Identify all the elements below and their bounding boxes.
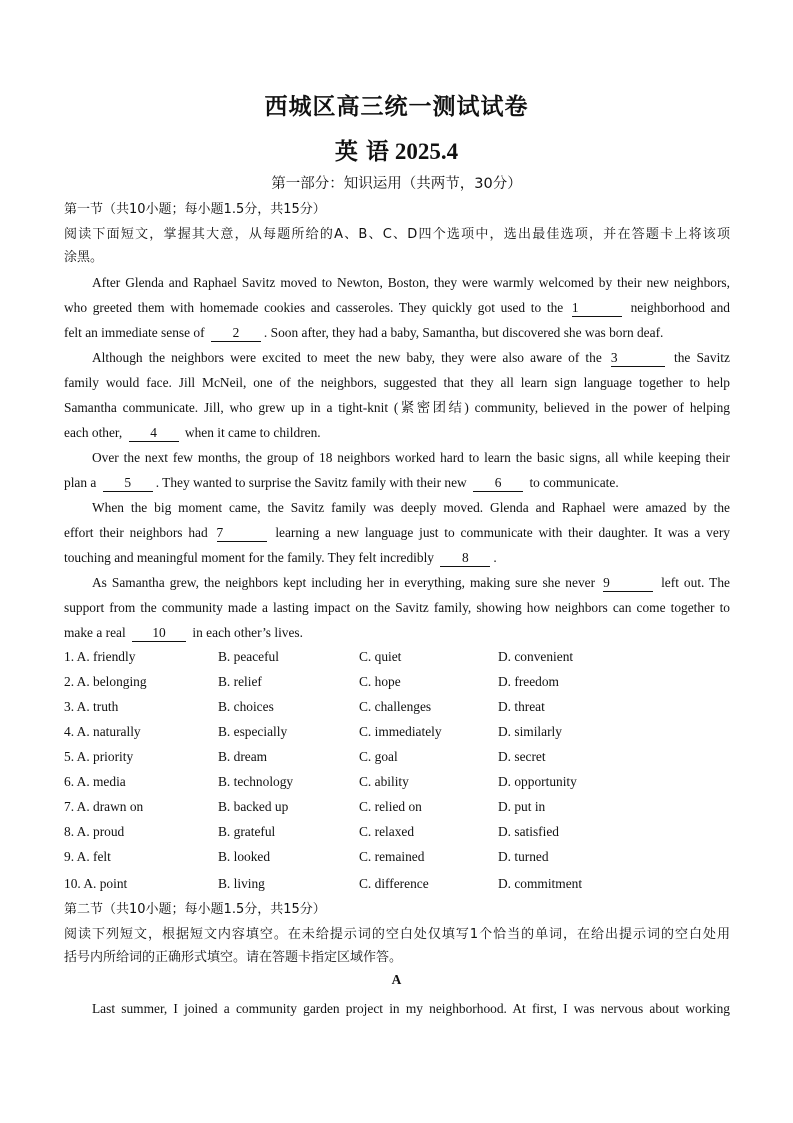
option-d: D. similarly [498,724,562,739]
option-d: D. turned [498,849,549,864]
part-heading: 第一部分：知识运用（共两节，30分） [271,176,522,192]
blank-8: 8 [440,549,490,567]
option-c: C. difference [359,876,429,891]
passage-line: Although the neighbors were excited to meet the new baby, they were also aware of the 3 the Savitz [92,350,730,365]
passage-line: support from the community made a lasting impact on the Savitz family, showing how neighbors can come together to [64,600,730,615]
option-a: 7. A. drawn on [64,799,144,814]
passage-line: family would face. Jill McNeil, one of the neighbors, suggested that they all learn sign language together to help [64,375,730,390]
blank-9: 9 [603,574,653,592]
option-b: B. grateful [218,824,276,839]
option-d: D. satisfied [498,824,559,839]
section2-instruction: 阅读下列短文，根据短文内容填空。在未给提示词的空白处仅填写1个恰当的单词，在给出提示词的空白处用 [64,927,730,942]
option-a: 2. A. belonging [64,674,147,689]
blank-7: 7 [217,524,267,542]
blank-6: 6 [473,474,523,492]
passage-line: Last summer, I joined a community garden project in my neighborhood. At first, I was nervous about working [92,1001,730,1016]
option-b: B. living [218,876,265,891]
passage-line: make a real 10 in each other’s lives. [64,625,303,640]
passage-line: each other, 4 when it came to children. [64,425,321,440]
option-b: B. looked [218,849,271,864]
passage-line: who greeted them with homemade cookies and casseroles. They quickly got used to the 1 neighborhood and [64,300,730,315]
option-d: D. commitment [498,876,583,891]
option-d: D. freedom [498,674,559,689]
option-c: C. remained [359,849,425,864]
passage-line: When the big moment came, the Savitz family was deeply moved. Glenda and Raphael were amazed by the [92,500,730,515]
option-d: D. opportunity [498,774,577,789]
option-b: B. peaceful [218,649,279,664]
option-c: C. immediately [359,724,442,739]
option-a: 9. A. felt [64,849,111,864]
option-c: C. hope [359,674,401,689]
option-d: D. put in [498,799,546,814]
section1-instruction: 阅读下面短文，掌握其大意，从每题所给的A、B、C、D四个选项中，选出最佳选项，并在答题卡上将该项 [64,227,730,242]
passage-line: plan a 5 . They wanted to surprise the Savitz family with their new 6 to communicate. [64,475,619,490]
option-c: C. goal [359,749,398,764]
option-b: B. technology [218,774,294,789]
option-c: C. challenges [359,699,432,714]
blank-4: 4 [129,424,179,442]
option-a: 5. A. priority [64,749,134,764]
option-a: 8. A. proud [64,824,125,839]
passage-line: felt an immediate sense of 2 . Soon after, they had a baby, Samantha, but discovered she was born deaf. [64,325,664,340]
option-c: C. relied on [359,799,422,814]
passage-line: effort their neighbors had 7 learning a new language just to communicate with their daughter. It was a very [64,525,730,540]
blank-3: 3 [611,349,665,367]
section1-heading: 第一节（共10小题；每小题1.5分，共15分） [64,202,326,217]
section2-instruction-cont: 括号内所给词的正确形式填空。请在答题卡指定区域作答。 [64,950,403,965]
option-b: B. dream [218,749,268,764]
section1-instruction-cont: 涂黑。 [64,250,104,265]
passage-line: touching and meaningful moment for the family. They felt incredibly 8 . [64,550,497,565]
option-b: B. relief [218,674,262,689]
option-a: 1. A. friendly [64,649,136,664]
passage-line: Samantha communicate. Jill, who grew up in a tight-knit (紧密团结) community, believed in the power of helping [64,400,730,415]
option-b: B. backed up [218,799,289,814]
blank-5: 5 [103,474,153,492]
section2-heading: 第二节（共10小题；每小题1.5分，共15分） [64,902,326,917]
option-a: 3. A. truth [64,699,119,714]
option-a: 10. A. point [64,876,128,891]
option-c: C. relaxed [359,824,415,839]
option-b: B. choices [218,699,274,714]
subject-name: 英 语 [334,138,389,165]
passage-line: After Glenda and Raphael Savitz moved to Newton, Boston, they were warmly welcomed by their new neighbors, [92,275,730,290]
option-d: D. secret [498,749,546,764]
passage-label: A [391,972,402,987]
exam-date: 2025.4 [394,139,459,164]
option-d: D. threat [498,699,545,714]
option-c: C. ability [359,774,409,789]
blank-10: 10 [132,624,186,642]
option-a: 6. A. media [64,774,126,789]
option-c: C. quiet [359,649,402,664]
option-b: B. especially [218,724,288,739]
passage-line: Over the next few months, the group of 18 neighbors worked hard to learn the basic signs, all while keeping their [92,450,730,465]
option-d: D. convenient [498,649,574,664]
blank-1: 1 [572,299,622,317]
subject-title [0,133,793,166]
option-a: 4. A. naturally [64,724,141,739]
exam-title: 西城区高三统一测试试卷 [264,93,529,120]
passage-line: As Samantha grew, the neighbors kept including her in everything, making sure she never 9 left out. The [92,575,730,590]
blank-2: 2 [211,324,261,342]
